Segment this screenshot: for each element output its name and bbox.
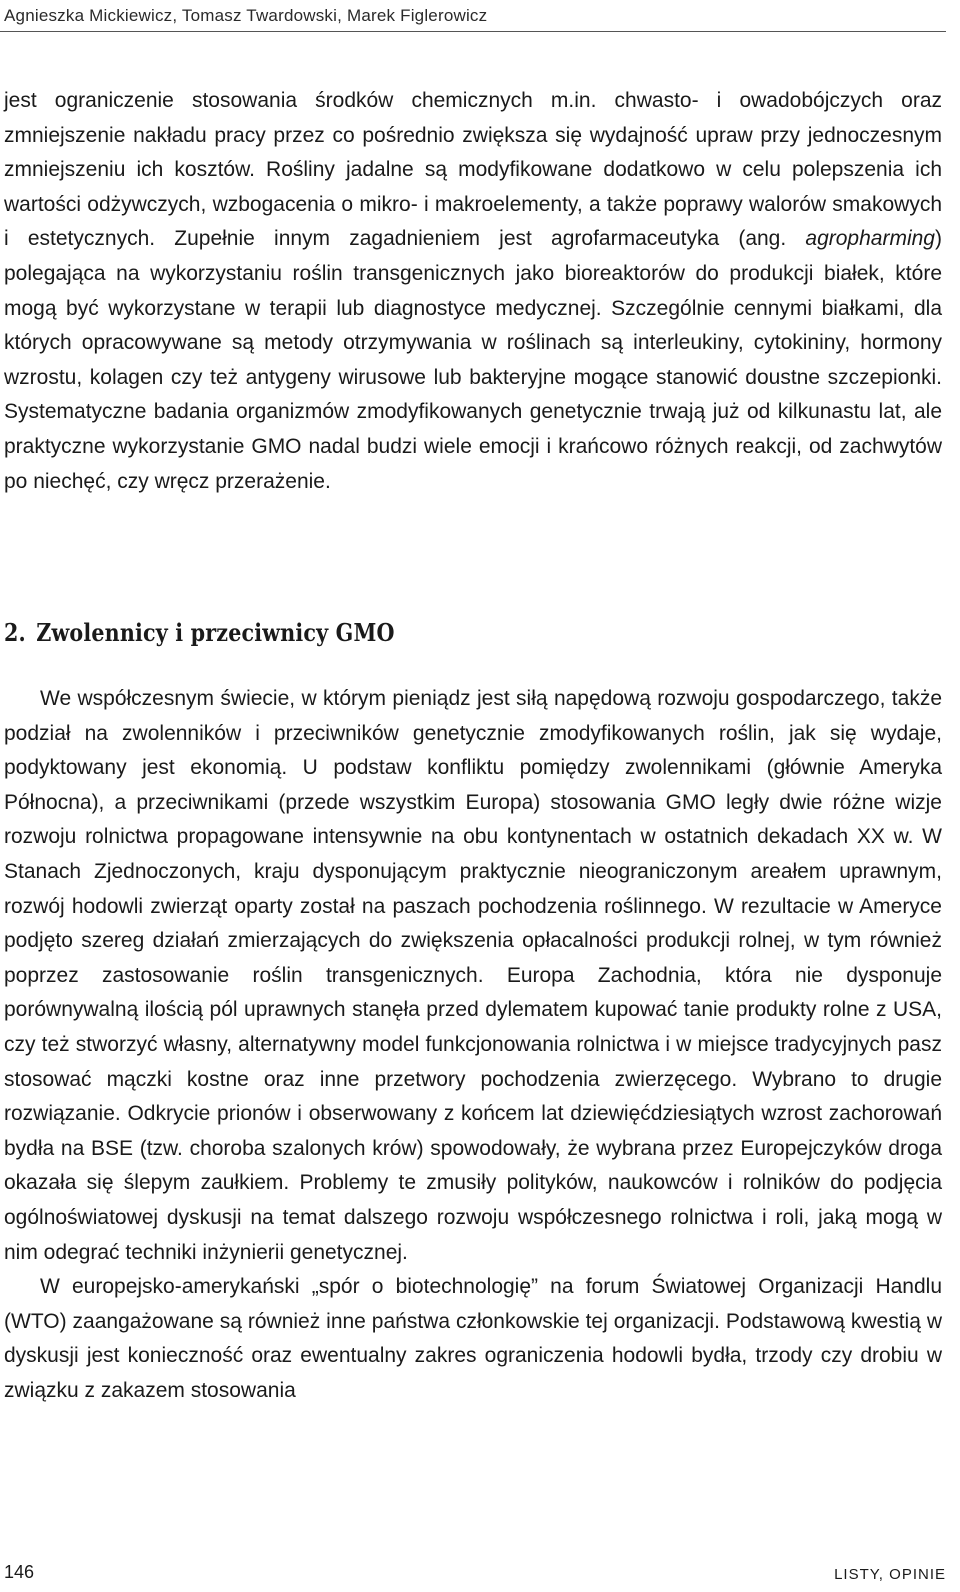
paragraph-text-end: ) polegająca na wykorzystaniu roślin transgenicznych jako bioreaktorów do produkcji białek, które mogą być wykorzystane w terapii lub diagnostyce medycznej. Szczególnie cennymi białkami, dla których opracowywane są metody otrzymywania w roślinach są interleukiny, cytokininy, hormony wzrostu, kolagen czy też antygeny wirusowe lub bakteryjne mogące stanowić doustne szczepionki. Systematyczne badania organizmów zmodyfikowanych genetycznie trwają już od kilkunastu lat, ale praktyczne wykorzystanie GMO nadal budzi wiele emocji i krańcowo różnych reakcji, od zachwytów po niechęć, czy wręcz przerażenie. <box>4 227 942 493</box>
paragraph-wto: W europejsko-amerykański „spór o biotechnologię” na forum Światowej Organizacji Handlu (WTO) zaangażowane są również inne państwa członkowskie tej organizacji. Podstawową kwestią w dyskusji jest konieczność oraz ewentualny zakres ograniczenia hodowli bydła, trzody czy drobiu w związku z zakazem stosowania <box>4 1275 942 1402</box>
header-divider <box>0 31 946 32</box>
text-block-intro <box>4 84 942 499</box>
section-title: Zwolennicy i przeciwnicy GMO <box>36 618 395 647</box>
paragraph-text-start: jest ograniczenie stosowania środków chemicznych m.in. chwasto- i owadobójczych oraz zmniejszenie nakładu pracy przez co pośrednio zwiększa się wydajność upraw przy jednoczesnym zmniejszeniu ich kosztów. Rośliny jadalne są modyfikowane dodatkowo w celu polepszenia ich wartości odżywczych, wzbogacenia o mikro- i makroelementy, a także poprawy walorów smakowych i estetycznych. Zupełnie innym zagadnieniem jest agrofarmaceutyka (ang. <box>4 89 942 251</box>
paragraph-continuation <box>4 84 942 499</box>
paragraph-economics: We współczesnym świecie, w którym pieniądz jest siłą napędową rozwoju gospodarczego, także podział na zwolenników i przeciwników genetycznie zmodyfikowanych roślin, jak się wydaje, podyktowany jest ekonomią. U podstaw konfliktu pomiędzy zwolennikami (głównie Ameryka Północna), a przeciwnikami (przede wszystkim Europa) stosowania GMO legły dwie różne wizje rozwoju rolnictwa propagowane intensywnie na obu kontynentach w ostatnich dekadach XX w. W Stanach Zjednoczonych, kraju dysponującym praktycznie nieograniczonym areałem uprawnym, rozwój hodowli zwierząt oparty został na paszach pochodzenia roślinnego. W rezultacie w Ameryce podjęto szereg działań zmierzających do zwiększenia opłacalności produkcji rolnej, w tym również poprzez zastosowanie roślin transgenicznych. Europa Zachodnia, która nie dysponuje porównywalną ilością pól uprawnych stanęła przed dylematem kupować tanie produkty rolne z USA, czy też stworzyć własny, alternatywny model funkcjonowania rolnictwa i w miejsce tradycyjnych pasz stosować mączki kostne oraz inne przetwory pochodzenia zwierzęcego. Wybrano to drugie rozwiązanie. Odkrycie prionów i obserwowany z końcem lat dziewięćdziesiątych wzrost zachorowań bydła na BSE (tzw. choroba szalonych krów) spowodowały, że wybrana przez Europejczyków droga okazała się ślepym zaułkiem. Problemy te zmusiły polityków, naukowców i rolników do podjęcia ogólnoświatowej dyskusji na temat dalszego rozwoju współczesnego rolnictwa i roli, jaką mogą w nim odegrać techniki inżynierii genetycznej. <box>4 687 942 1264</box>
text-block-section <box>4 682 942 1408</box>
footer-section-label: LISTY, OPINIE <box>834 1566 946 1583</box>
page-number: 146 <box>4 1562 35 1582</box>
section-heading <box>4 618 395 647</box>
italic-term: agropharming <box>805 227 935 251</box>
running-head-authors: Agnieszka Mickiewicz, Tomasz Twardowski, Marek Figlerowicz <box>4 6 488 25</box>
section-number: 2. <box>4 618 26 647</box>
